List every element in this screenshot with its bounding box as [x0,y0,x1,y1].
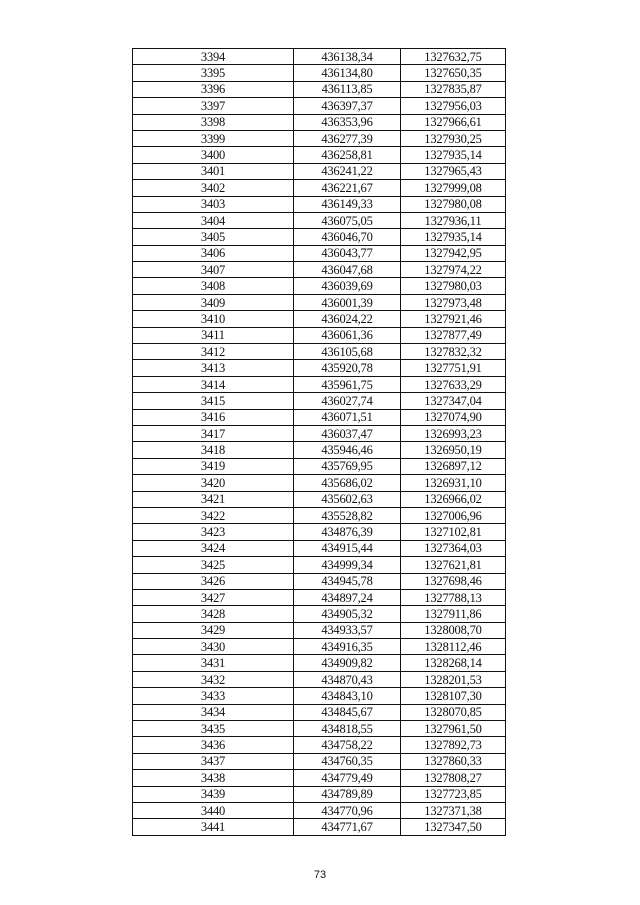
y-coordinate-cell: 1327877,49 [401,327,506,343]
point-number-cell: 3412 [133,344,294,360]
x-coordinate-cell: 436001,39 [294,294,401,310]
x-coordinate-cell: 434905,32 [294,606,401,622]
table-row [133,425,506,441]
x-coordinate-cell: 434771,67 [294,819,401,835]
point-number-cell: 3415 [133,393,294,409]
point-number-cell: 3423 [133,524,294,540]
table-row [133,278,506,294]
table-row [133,81,506,97]
x-coordinate-cell: 434770,96 [294,802,401,818]
coordinates-table-body [133,49,506,836]
point-number-cell: 3421 [133,491,294,507]
y-coordinate-cell: 1327364,03 [401,540,506,556]
table-row [133,655,506,671]
x-coordinate-cell: 435686,02 [294,475,401,491]
y-coordinate-cell: 1326966,02 [401,491,506,507]
table-row [133,491,506,507]
y-coordinate-cell: 1328070,85 [401,704,506,720]
table-row [133,802,506,818]
x-coordinate-cell: 434897,24 [294,589,401,605]
y-coordinate-cell: 1327808,27 [401,770,506,786]
y-coordinate-cell: 1327751,91 [401,360,506,376]
table-row [133,540,506,556]
y-coordinate-cell: 1327860,33 [401,753,506,769]
table-row [133,229,506,245]
y-coordinate-cell: 1328268,14 [401,655,506,671]
point-number-cell: 3428 [133,606,294,622]
y-coordinate-cell: 1327006,96 [401,507,506,523]
table-row [133,245,506,261]
point-number-cell: 3416 [133,409,294,425]
table-row [133,475,506,491]
table-row [133,458,506,474]
y-coordinate-cell: 1327698,46 [401,573,506,589]
table-row [133,147,506,163]
y-coordinate-cell: 1327980,08 [401,196,506,212]
x-coordinate-cell: 436241,22 [294,163,401,179]
y-coordinate-cell: 1327371,38 [401,802,506,818]
x-coordinate-cell: 436039,69 [294,278,401,294]
y-coordinate-cell: 1327930,25 [401,130,506,146]
x-coordinate-cell: 436277,39 [294,130,401,146]
point-number-cell: 3438 [133,770,294,786]
y-coordinate-cell: 1327935,14 [401,229,506,245]
y-coordinate-cell: 1328107,30 [401,688,506,704]
table-row [133,507,506,523]
table-row [133,294,506,310]
point-number-cell: 3420 [133,475,294,491]
point-number-cell: 3427 [133,589,294,605]
point-number-cell: 3417 [133,425,294,441]
table-row [133,409,506,425]
table-row [133,557,506,573]
point-number-cell: 3406 [133,245,294,261]
x-coordinate-cell: 434916,35 [294,639,401,655]
x-coordinate-cell: 434779,49 [294,770,401,786]
x-coordinate-cell: 436113,85 [294,81,401,97]
table-row [133,688,506,704]
y-coordinate-cell: 1326950,19 [401,442,506,458]
point-number-cell: 3411 [133,327,294,343]
x-coordinate-cell: 436024,22 [294,311,401,327]
table-row [133,819,506,835]
y-coordinate-cell: 1327650,35 [401,65,506,81]
x-coordinate-cell: 436397,37 [294,98,401,114]
table-row [133,360,506,376]
y-coordinate-cell: 1326993,23 [401,425,506,441]
x-coordinate-cell: 436105,68 [294,344,401,360]
point-number-cell: 3433 [133,688,294,704]
x-coordinate-cell: 436221,67 [294,180,401,196]
point-number-cell: 3440 [133,802,294,818]
point-number-cell: 3424 [133,540,294,556]
table-row [133,704,506,720]
point-number-cell: 3436 [133,737,294,753]
y-coordinate-cell: 1327911,86 [401,606,506,622]
point-number-cell: 3422 [133,507,294,523]
point-number-cell: 3426 [133,573,294,589]
point-number-cell: 3399 [133,130,294,146]
y-coordinate-cell: 1327633,29 [401,376,506,392]
table-row [133,180,506,196]
y-coordinate-cell: 1327921,46 [401,311,506,327]
point-number-cell: 3435 [133,721,294,737]
y-coordinate-cell: 1327999,08 [401,180,506,196]
x-coordinate-cell: 436258,81 [294,147,401,163]
table-row [133,65,506,81]
y-coordinate-cell: 1327102,81 [401,524,506,540]
y-coordinate-cell: 1327835,87 [401,81,506,97]
y-coordinate-cell: 1327980,03 [401,278,506,294]
table-row [133,753,506,769]
x-coordinate-cell: 434870,43 [294,671,401,687]
point-number-cell: 3432 [133,671,294,687]
x-coordinate-cell: 436043,77 [294,245,401,261]
point-number-cell: 3401 [133,163,294,179]
x-coordinate-cell: 436037,47 [294,425,401,441]
y-coordinate-cell: 1327956,03 [401,98,506,114]
y-coordinate-cell: 1327961,50 [401,721,506,737]
x-coordinate-cell: 435528,82 [294,507,401,523]
table-row [133,622,506,638]
point-number-cell: 3441 [133,819,294,835]
x-coordinate-cell: 436061,36 [294,327,401,343]
point-number-cell: 3408 [133,278,294,294]
y-coordinate-cell: 1326931,10 [401,475,506,491]
x-coordinate-cell: 436353,96 [294,114,401,130]
x-coordinate-cell: 436071,51 [294,409,401,425]
point-number-cell: 3397 [133,98,294,114]
y-coordinate-cell: 1327892,73 [401,737,506,753]
table-row [133,573,506,589]
x-coordinate-cell: 436075,05 [294,212,401,228]
table-row [133,770,506,786]
x-coordinate-cell: 435602,63 [294,491,401,507]
y-coordinate-cell: 1327074,90 [401,409,506,425]
table-row [133,163,506,179]
table-row [133,130,506,146]
y-coordinate-cell: 1327788,13 [401,589,506,605]
x-coordinate-cell: 435961,75 [294,376,401,392]
x-coordinate-cell: 434845,67 [294,704,401,720]
point-number-cell: 3398 [133,114,294,130]
y-coordinate-cell: 1327935,14 [401,147,506,163]
y-coordinate-cell: 1328112,46 [401,639,506,655]
x-coordinate-cell: 436027,74 [294,393,401,409]
x-coordinate-cell: 434933,57 [294,622,401,638]
point-number-cell: 3430 [133,639,294,655]
x-coordinate-cell: 434843,10 [294,688,401,704]
x-coordinate-cell: 434915,44 [294,540,401,556]
point-number-cell: 3431 [133,655,294,671]
x-coordinate-cell: 436046,70 [294,229,401,245]
y-coordinate-cell: 1327347,04 [401,393,506,409]
table-row [133,376,506,392]
y-coordinate-cell: 1326897,12 [401,458,506,474]
x-coordinate-cell: 434818,55 [294,721,401,737]
point-number-cell: 3409 [133,294,294,310]
x-coordinate-cell: 436047,68 [294,262,401,278]
x-coordinate-cell: 434909,82 [294,655,401,671]
table-row [133,311,506,327]
table-row [133,737,506,753]
y-coordinate-cell: 1327632,75 [401,49,506,65]
point-number-cell: 3414 [133,376,294,392]
table-row [133,671,506,687]
y-coordinate-cell: 1327832,32 [401,344,506,360]
table-row [133,606,506,622]
point-number-cell: 3402 [133,180,294,196]
y-coordinate-cell: 1327974,22 [401,262,506,278]
table-row [133,786,506,802]
point-number-cell: 3410 [133,311,294,327]
x-coordinate-cell: 435946,46 [294,442,401,458]
table-row [133,344,506,360]
table-row [133,589,506,605]
page-number: 73 [313,869,327,881]
point-number-cell: 3434 [133,704,294,720]
y-coordinate-cell: 1327621,81 [401,557,506,573]
y-coordinate-cell: 1328008,70 [401,622,506,638]
point-number-cell: 3439 [133,786,294,802]
x-coordinate-cell: 434760,35 [294,753,401,769]
y-coordinate-cell: 1327936,11 [401,212,506,228]
point-number-cell: 3405 [133,229,294,245]
point-number-cell: 3425 [133,557,294,573]
table-row [133,639,506,655]
point-number-cell: 3400 [133,147,294,163]
x-coordinate-cell: 434876,39 [294,524,401,540]
x-coordinate-cell: 436138,34 [294,49,401,65]
point-number-cell: 3413 [133,360,294,376]
table-row [133,98,506,114]
table-row [133,212,506,228]
table-row [133,327,506,343]
y-coordinate-cell: 1327347,50 [401,819,506,835]
point-number-cell: 3418 [133,442,294,458]
y-coordinate-cell: 1327942,95 [401,245,506,261]
table-row [133,49,506,65]
x-coordinate-cell: 435920,78 [294,360,401,376]
y-coordinate-cell: 1327965,43 [401,163,506,179]
y-coordinate-cell: 1327973,48 [401,294,506,310]
point-number-cell: 3407 [133,262,294,278]
table-row [133,524,506,540]
table-row [133,393,506,409]
point-number-cell: 3437 [133,753,294,769]
point-number-cell: 3396 [133,81,294,97]
point-number-cell: 3403 [133,196,294,212]
table-row [133,114,506,130]
x-coordinate-cell: 434945,78 [294,573,401,589]
x-coordinate-cell: 436134,80 [294,65,401,81]
point-number-cell: 3394 [133,49,294,65]
y-coordinate-cell: 1327966,61 [401,114,506,130]
coordinates-table [132,48,506,836]
x-coordinate-cell: 436149,33 [294,196,401,212]
table-row [133,442,506,458]
point-number-cell: 3419 [133,458,294,474]
x-coordinate-cell: 435769,95 [294,458,401,474]
point-number-cell: 3395 [133,65,294,81]
table-row [133,262,506,278]
y-coordinate-cell: 1327723,85 [401,786,506,802]
x-coordinate-cell: 434758,22 [294,737,401,753]
table-row [133,721,506,737]
point-number-cell: 3429 [133,622,294,638]
point-number-cell: 3404 [133,212,294,228]
table-row [133,196,506,212]
y-coordinate-cell: 1328201,53 [401,671,506,687]
x-coordinate-cell: 434999,34 [294,557,401,573]
x-coordinate-cell: 434789,89 [294,786,401,802]
